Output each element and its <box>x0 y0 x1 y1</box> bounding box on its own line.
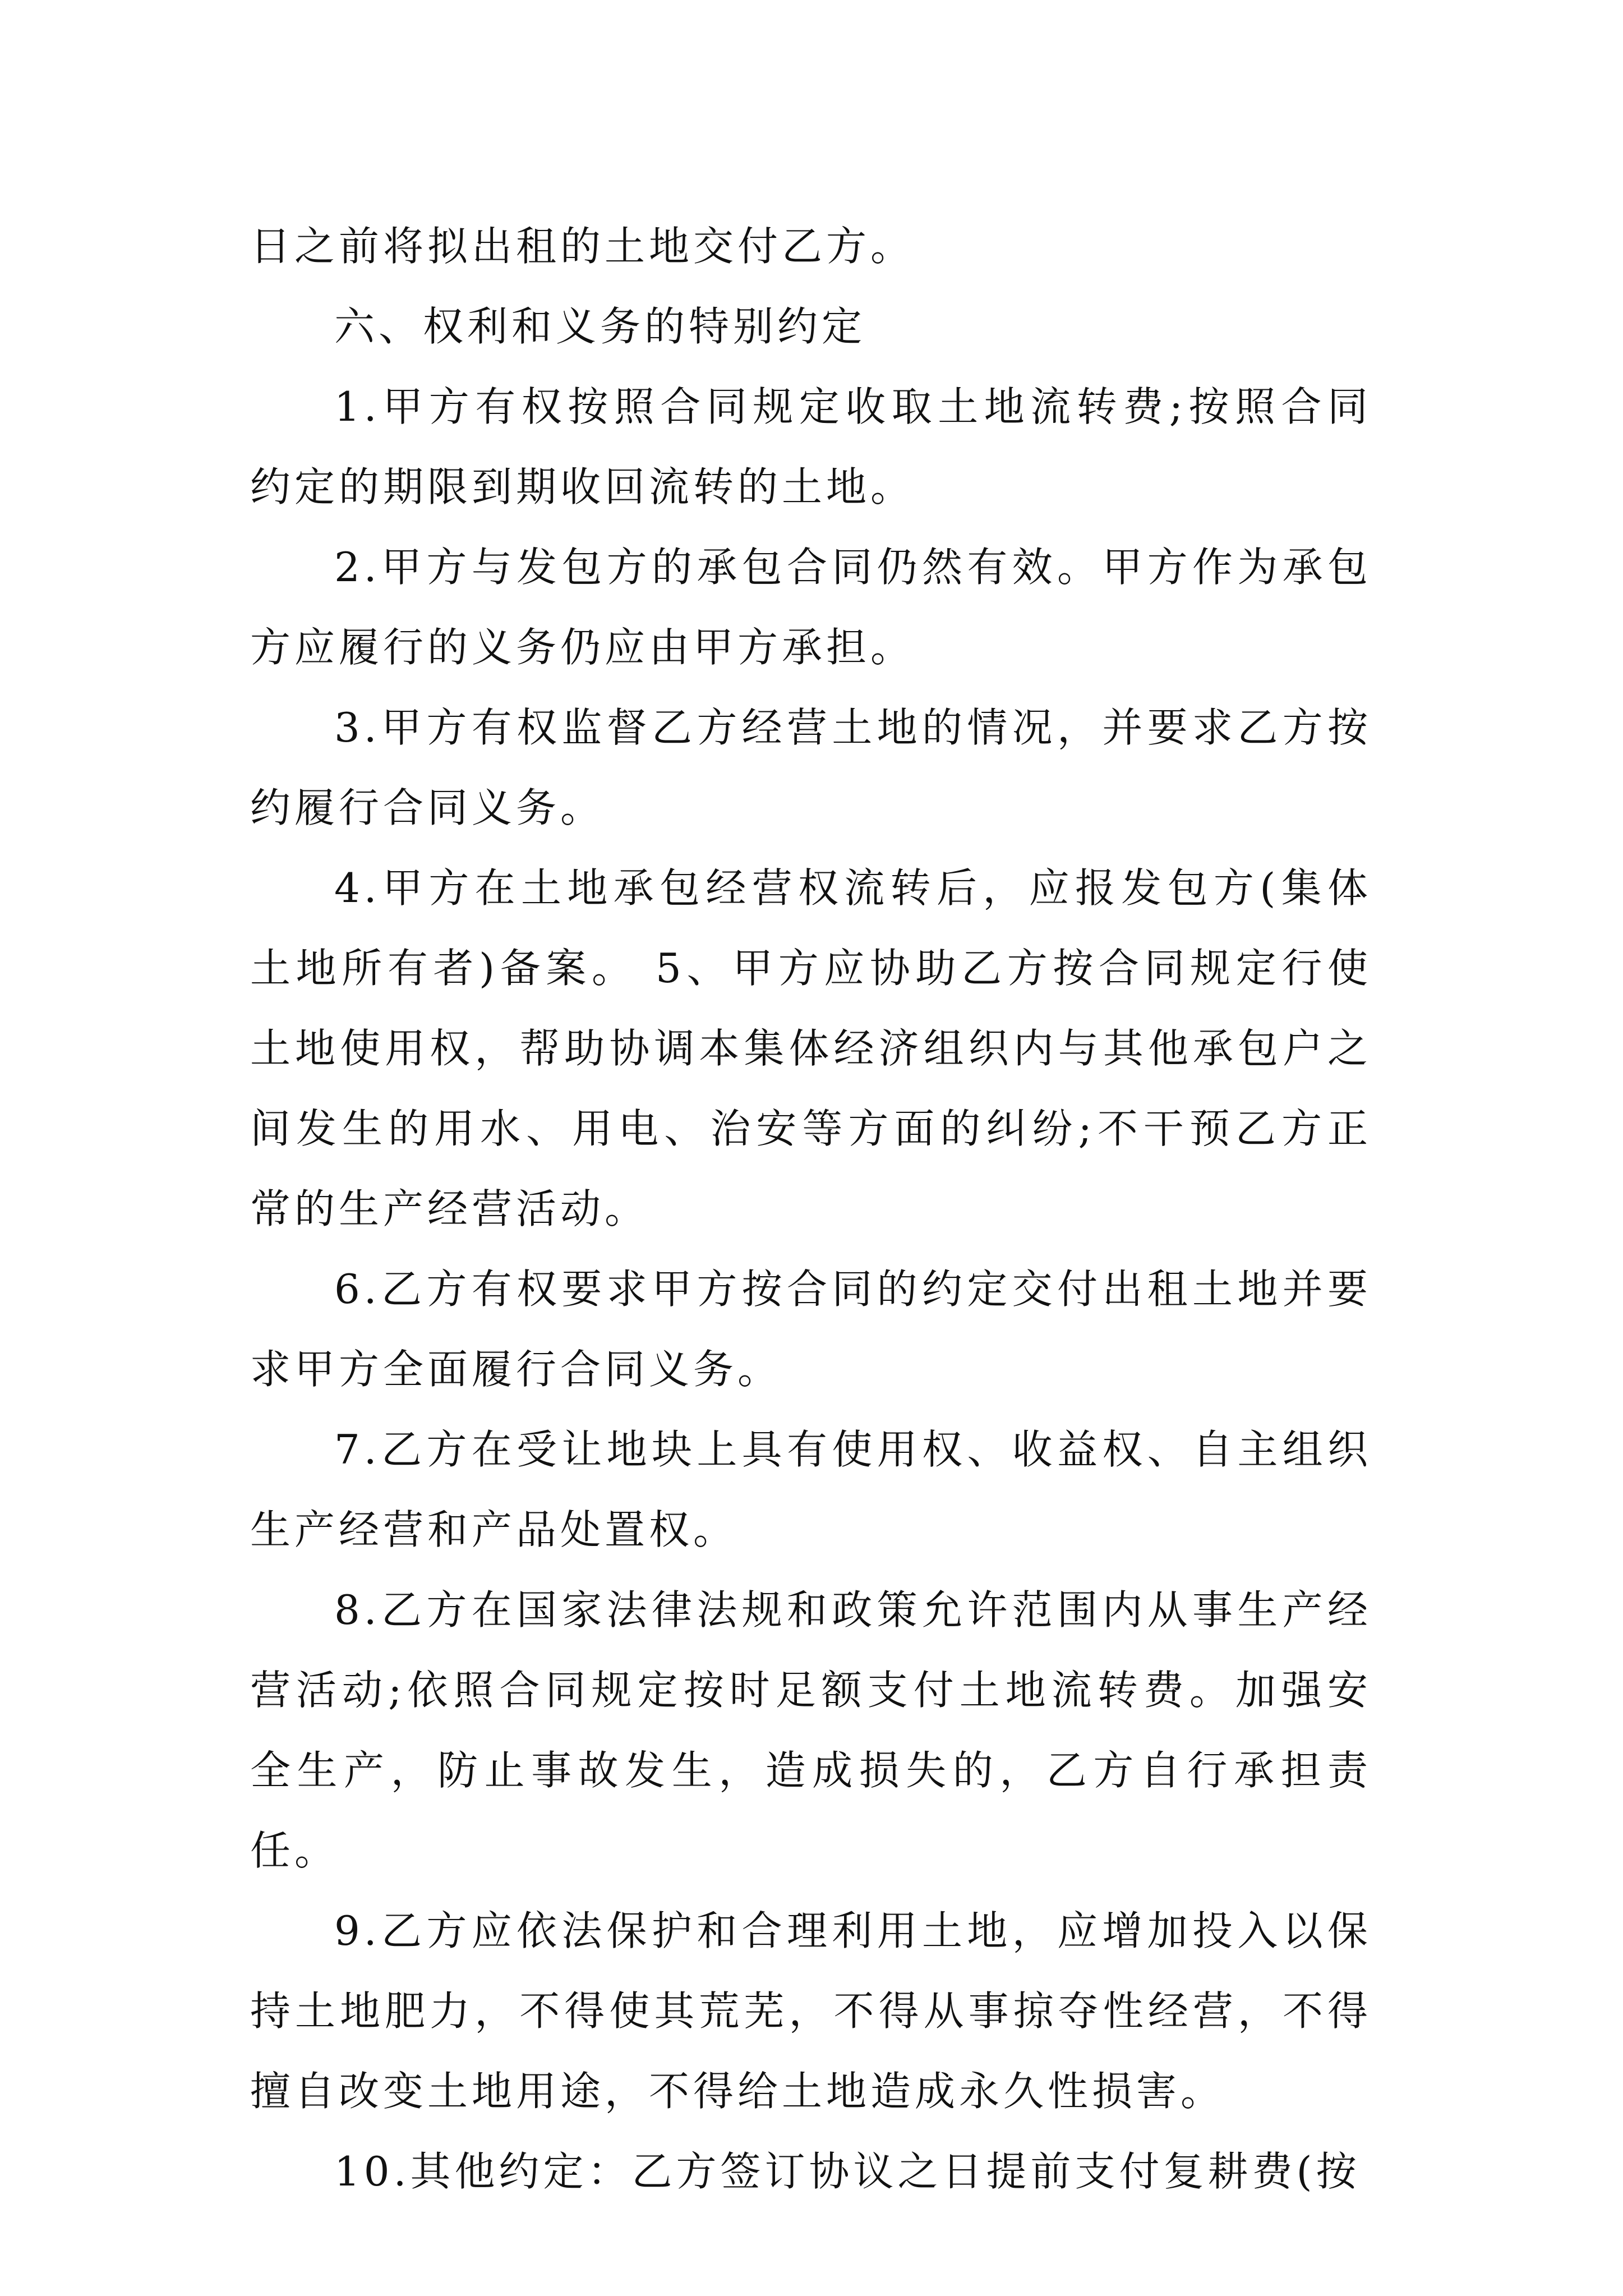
paragraph-continuation: 日之前将拟出租的土地交付乙方。 <box>250 223 915 270</box>
clause-8: 8.乙方在国家法律法规和政策允许范围内从事生产经营活动;依照合同规定按时足额支付土地流转费。加强安全生产，防止事故发生，造成损失的，乙方自行承担责任。 <box>250 1586 1372 1874</box>
clause-3: 3.甲方有权监督乙方经营土地的情况，并要求乙方按约履行合同义务。 <box>250 704 1372 831</box>
section-heading: 六、权利和义务的特别约定 <box>334 303 866 350</box>
clause-6: 6.乙方有权要求甲方按合同的约定交付出租土地并要求甲方全面履行合同义务。 <box>250 1266 1372 1393</box>
clause-9: 9.乙方应依法保护和合理利用土地，应增加投入以保持土地肥力，不得使其荒芜，不得从事掠夺性经营，不得擅自改变土地用途，不得给土地造成永久性损害。 <box>250 1907 1372 2115</box>
clause-10: 10.其他约定：乙方签订协议之日提前支付复耕费(按 <box>334 2148 1361 2195</box>
document-body <box>250 206 1372 2212</box>
clause-7: 7.乙方在受让地块上具有使用权、收益权、自主组织生产经营和产品处置权。 <box>250 1426 1372 1553</box>
clause-1: 1.甲方有权按照合同规定收取土地流转费;按照合同约定的期限到期收回流转的土地。 <box>250 383 1372 510</box>
clause-4-5: 4.甲方在土地承包经营权流转后，应报发包方(集体土地所有者)备案。 5、甲方应协助乙方按合同规定行使土地使用权，帮助协调本集体经济组织内与其他承包户之间发生的用水、用电、治安等方面的纠纷;不干预乙方正常的生产经营活动。 <box>250 864 1372 1232</box>
clause-2: 2.甲方与发包方的承包合同仍然有效。甲方作为承包方应履行的义务仍应由甲方承担。 <box>250 544 1372 671</box>
